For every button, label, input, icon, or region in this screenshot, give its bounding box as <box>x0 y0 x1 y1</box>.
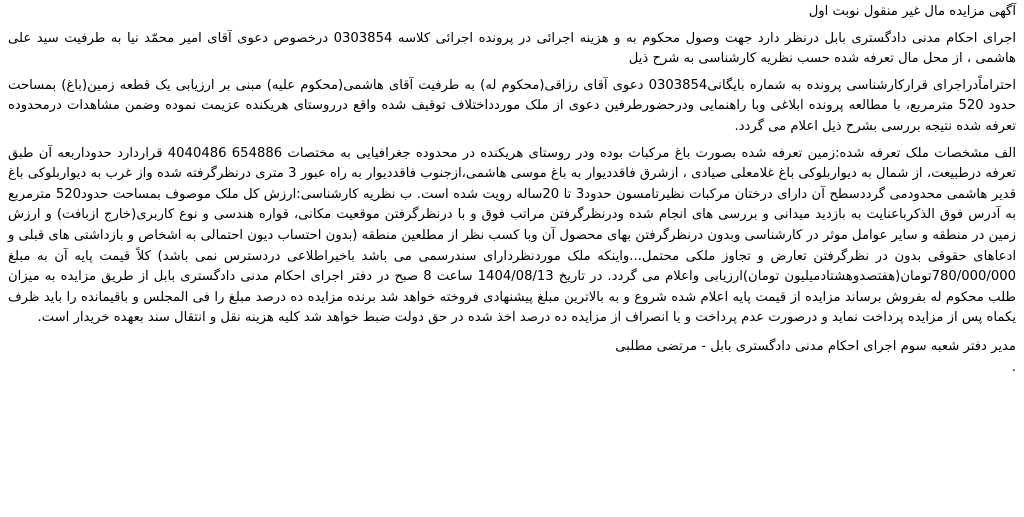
signature-line: مدیر دفتر شعبه سوم اجرای احکام مدنی دادگستری بابل - مرتضی مطلبی <box>615 338 1016 354</box>
notice-title: آگهی مزایده مال غیر منقول نوبت اول <box>808 4 1016 19</box>
auction-notice <box>8 2 1016 378</box>
notice-intro-paragraph: اجرای احکام مدنی دادگستری بابل درنظر دارد جهت وصول محکوم به و هزینه اجرائی در پرونده اجرائی کلاسه 0303854 درخصوص دعوی آقای امیر محمّد نیا به طرفیت سید علی هاشمی ، از محل مال تعرفه شده حسب نظریه کارشناسی به شرح ذیل <box>8 30 1016 67</box>
expert-report-paragraph: احتراماًدراجرای قرارکارشناسی پرونده به شماره بایگانی0303854 دعوی آقای رزاقی(محکوم له) به طرفیت آقای هاشمی(محکوم علیه) مبنی بر ارزیابی یک قطعه زمین(باغ) بمساحت حدود 520 مترمربع، با مطالعه پرونده ابلاغی وبا راهنمایی ودرحضورطرفین دعوی از ملک موردداختلاف توقیف شده واقع درروستای هریکنده عزیمت نموده وضمن مشاهدات درمحدوده تعرفه شده نتیجه بررسی بشرح ذیل اعلام می گردد. <box>8 77 1017 134</box>
signature-dot: . <box>1011 359 1016 375</box>
property-details-paragraph: الف مشخصات ملک تعرفه شده:زمین تعرفه شده بصورت باغ مرکبات بوده ودر روستای هریکنده در محدوده جغرافیایی به مختصات 654886 4040486 قراردارد حدوداربعه آن طبق تعرفه درطبیعت، از شمال به دیواربلوکی باغ غلامعلی صیادی ، ازشرق فاقددیوار به باغ موسی هاشمی،ازجنوب فاقددیوار به راه عبور 3 متری درنظرگرفته شده واز غرب به دیواربلوکی باغ قدیر هاشمی محدودمی گرددسطح آن دارای درختان مرکبات نظیرتامسون حدود3 تا 20ساله رویت شده است. ب نظریه کارشناسی:ارزش کل ملک موصوف بمساحت حدود520 مترمربع به آدرس فوق الذکرباعنایت به بازدید میدانی و بررسی های انجام شده ودرنظرگرفتن مراتب فوق و با درنظرگرفتن موقعیت مکانی، قواره هندسی و نوع کاربری(خارج ازبافت) و ارزش زمین در منطقه و سایر عوامل موثر در کارشناسی وبدون درنظرگرفتن بهای محصول آن وبا کسب نظر از مطلعین منطقه (بدون احتساب دیون احتمالی به اشخاص و بازداشتی های قبلی و ادعاهای حقوقی بدون در نظرگرفتن تعارض و تجاوز ملکی محتمل...واینکه ملک موردنظردارای سندرسمی می باشد باخیراطلاعی دردسترس نمی باشد) کلاً قیمت پایه آن به مبلغ 780/000/000تومان(هفتصدوهشتادمیلیون تومان)ارزیابی واعلام می گردد. در تاریخ 1404/08/13 ساعت 8 صبح در دفتر اجرای احکام مدنی دادگستری بابل از طریق مزایده به میزان طلب محکوم له بفروش برساند مزایده از قیمت پایه اعلام شده شروع و به بالاترین مبلغ پیشنهادی فروخته خواهد شد برنده مزایده ده درصد مبلغ را فی المجلس و باقیمانده را باید ظرف یکماه پس از مزایده پرداخت نماید و درصورت عدم پرداخت و یا انصراف از مزایده ده درصد اخذ شده در حق دولت ضبط خواهد شد کلیه هزینه نقل و انتقال سند بعهده خریدار است. <box>8 145 1017 326</box>
